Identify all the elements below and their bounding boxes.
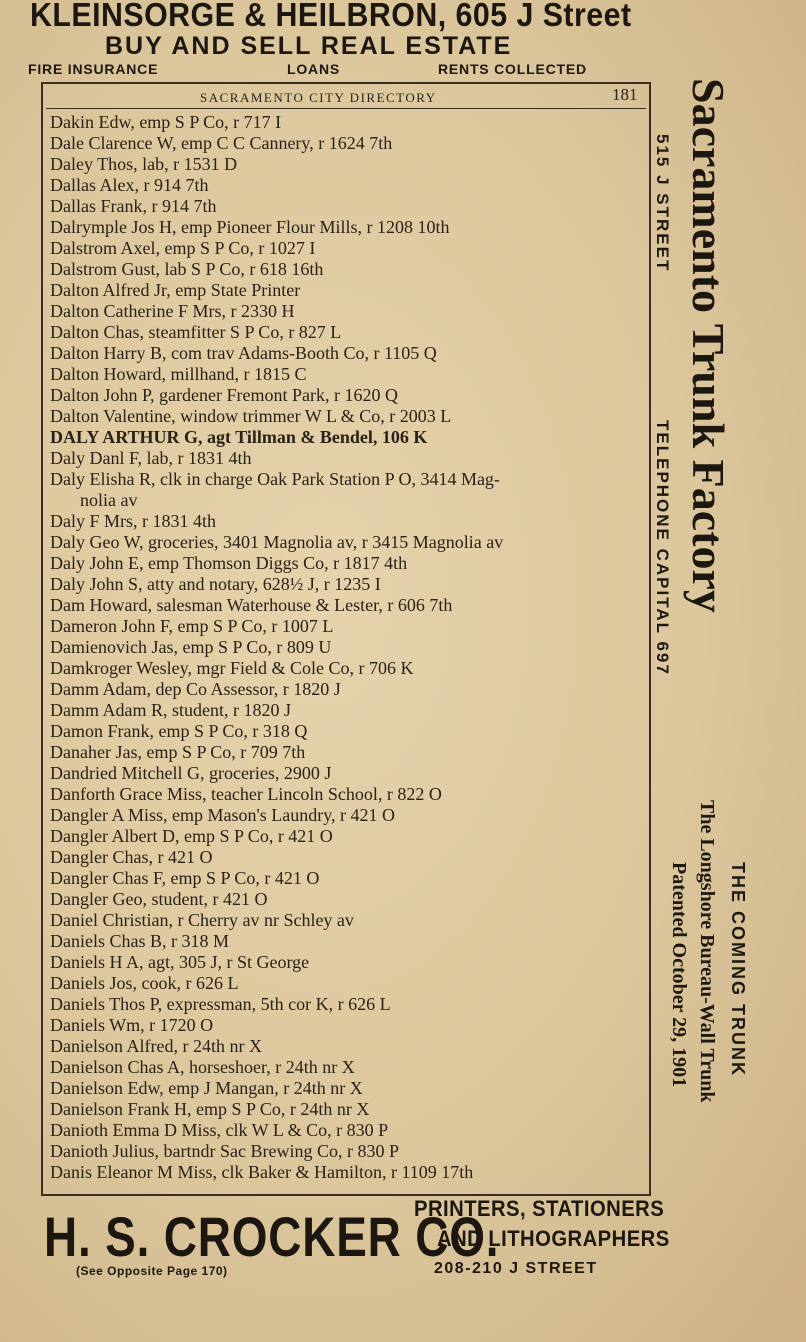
directory-entry: Dalton Valentine, window trimmer W L & Co, r 2003 L bbox=[50, 406, 452, 426]
bottom-advertisement bbox=[0, 1192, 806, 1342]
directory-entry: Dale Clarence W, emp C C Cannery, r 1624 7th bbox=[50, 133, 393, 153]
side-ad-address: 515 J STREET bbox=[653, 134, 672, 273]
bottom-ad-note: (See Opposite Page 170) bbox=[76, 1264, 228, 1278]
directory-entry: Daly John E, emp Thomson Diggs Co, r 1817 4th bbox=[50, 553, 408, 573]
directory-entry: Dalstrom Axel, emp S P Co, r 1027 I bbox=[50, 238, 316, 258]
directory-entry: Dakin Edw, emp S P Co, r 717 I bbox=[50, 112, 282, 132]
bottom-ad-line1: PRINTERS, STATIONERS bbox=[414, 1196, 665, 1221]
directory-entry: Dalton Chas, steamfitter S P Co, r 827 L bbox=[50, 322, 342, 342]
directory-entry: Dallas Alex, r 914 7th bbox=[50, 175, 209, 195]
bottom-ad-line2: AND LITHOGRAPHERS bbox=[437, 1226, 670, 1251]
header-rule bbox=[46, 108, 646, 109]
directory-entry: Daly Danl F, lab, r 1831 4th bbox=[50, 448, 252, 468]
directory-entry: Damienovich Jas, emp S P Co, r 809 U bbox=[50, 637, 332, 657]
directory-entry: Daly Elisha R, clk in charge Oak Park Station P O, 3414 Mag- bbox=[50, 469, 500, 489]
directory-entry: Dalton John P, gardener Fremont Park, r 1620 Q bbox=[50, 385, 398, 405]
directory-entry: Dangler Chas, r 421 O bbox=[50, 847, 213, 867]
directory-entry: Danielson Alfred, r 24th nr X bbox=[50, 1036, 262, 1056]
directory-entry: Daniel Christian, r Cherry av nr Schley av bbox=[50, 910, 354, 930]
side-ad-line1: THE COMING TRUNK bbox=[728, 862, 748, 1077]
side-ad-line3: Patented October 29, 1901 bbox=[668, 862, 690, 1088]
directory-entry: Damkroger Wesley, mgr Field & Cole Co, r 706 K bbox=[50, 658, 414, 678]
directory-entry: Daniels H A, agt, 305 J, r St George bbox=[50, 952, 310, 972]
directory-entry: Damon Frank, emp S P Co, r 318 Q bbox=[50, 721, 308, 741]
directory-entry: Danaher Jas, emp S P Co, r 709 7th bbox=[50, 742, 306, 762]
directory-entry: nolia av bbox=[80, 490, 138, 510]
directory-entry: Dameron John F, emp S P Co, r 1007 L bbox=[50, 616, 334, 636]
directory-entries bbox=[50, 112, 655, 1183]
directory-entry: Dam Howard, salesman Waterhouse & Lester, r 606 7th bbox=[50, 595, 453, 615]
directory-entry: Dangler A Miss, emp Mason's Laundry, r 421 O bbox=[50, 805, 396, 825]
top-advertisement bbox=[0, 0, 690, 82]
directory-entry: Daly Geo W, groceries, 3401 Magnolia av, r 3415 Magnolia av bbox=[50, 532, 504, 552]
directory-entry: Dangler Chas F, emp S P Co, r 421 O bbox=[50, 868, 320, 888]
top-ad-firm: KLEINSORGE & HEILBRON, 605 J Street bbox=[30, 0, 632, 33]
side-ad-telephone: TELEPHONE CAPITAL 697 bbox=[653, 420, 672, 676]
directory-entry: Daly F Mrs, r 1831 4th bbox=[50, 511, 216, 531]
directory-entry: Danielson Edw, emp J Mangan, r 24th nr X bbox=[50, 1078, 363, 1098]
bottom-ad-firm: H. S. CROCKER CO. bbox=[44, 1205, 500, 1268]
directory-entry: Danis Eleanor M Miss, clk Baker & Hamilton, r 1109 17th bbox=[50, 1162, 474, 1182]
side-ad-title: Sacramento Trunk Factory bbox=[683, 78, 734, 613]
directory-entry: Daniels Wm, r 1720 O bbox=[50, 1015, 214, 1035]
directory-entry: Dalstrom Gust, lab S P Co, r 618 16th bbox=[50, 259, 324, 279]
running-head: SACRAMENTO CITY DIRECTORY bbox=[200, 90, 437, 105]
page-number: 181 bbox=[612, 85, 638, 104]
top-ad-service-loans: LOANS bbox=[287, 61, 340, 77]
directory-entry: Danioth Julius, bartndr Sac Brewing Co, r 830 P bbox=[50, 1141, 399, 1161]
top-ad-service-rents: RENTS COLLECTED bbox=[438, 61, 587, 77]
directory-entry: Danioth Emma D Miss, clk W L & Co, r 830 P bbox=[50, 1120, 389, 1140]
directory-entry: Daniels Thos P, expressman, 5th cor K, r 626 L bbox=[50, 994, 391, 1014]
directory-entry: Dallas Frank, r 914 7th bbox=[50, 196, 217, 216]
directory-entry: Damm Adam R, student, r 1820 J bbox=[50, 700, 291, 720]
directory-entry: Dalton Alfred Jr, emp State Printer bbox=[50, 280, 301, 300]
directory-entry: Daly John S, atty and notary, 628½ J, r 1235 I bbox=[50, 574, 381, 594]
directory-entry: Dangler Geo, student, r 421 O bbox=[50, 889, 268, 909]
directory-entry: Dalrymple Jos H, emp Pioneer Flour Mills, r 1208 10th bbox=[50, 217, 450, 237]
top-ad-headline: BUY AND SELL REAL ESTATE bbox=[105, 32, 513, 60]
top-ad-service-fire: FIRE INSURANCE bbox=[28, 61, 159, 77]
directory-entry: Danielson Chas A, horseshoer, r 24th nr X bbox=[50, 1057, 355, 1077]
directory-entry: Daniels Jos, cook, r 626 L bbox=[50, 973, 239, 993]
directory-entry: Danforth Grace Miss, teacher Lincoln School, r 822 O bbox=[50, 784, 442, 804]
directory-entry: Daley Thos, lab, r 1531 D bbox=[50, 154, 238, 174]
directory-entry: Danielson Frank H, emp S P Co, r 24th nr X bbox=[50, 1099, 370, 1119]
side-ad-line2: The Longshore Bureau-Wall Trunk bbox=[696, 800, 718, 1103]
directory-entry: Daniels Chas B, r 318 M bbox=[50, 931, 229, 951]
bottom-ad-address: 208-210 J STREET bbox=[434, 1260, 598, 1277]
directory-entry: Dalton Howard, millhand, r 1815 C bbox=[50, 364, 307, 384]
directory-entry: Dangler Albert D, emp S P Co, r 421 O bbox=[50, 826, 333, 846]
directory-entry: DALY ARTHUR G, agt Tillman & Bendel, 106 K bbox=[50, 427, 428, 447]
directory-entry: Damm Adam, dep Co Assessor, r 1820 J bbox=[50, 679, 341, 699]
directory-entry: Dalton Harry B, com trav Adams-Booth Co, r 1105 Q bbox=[50, 343, 437, 363]
directory-entry: Dandried Mitchell G, groceries, 2900 J bbox=[50, 763, 332, 783]
directory-entry: Dalton Catherine F Mrs, r 2330 H bbox=[50, 301, 295, 321]
